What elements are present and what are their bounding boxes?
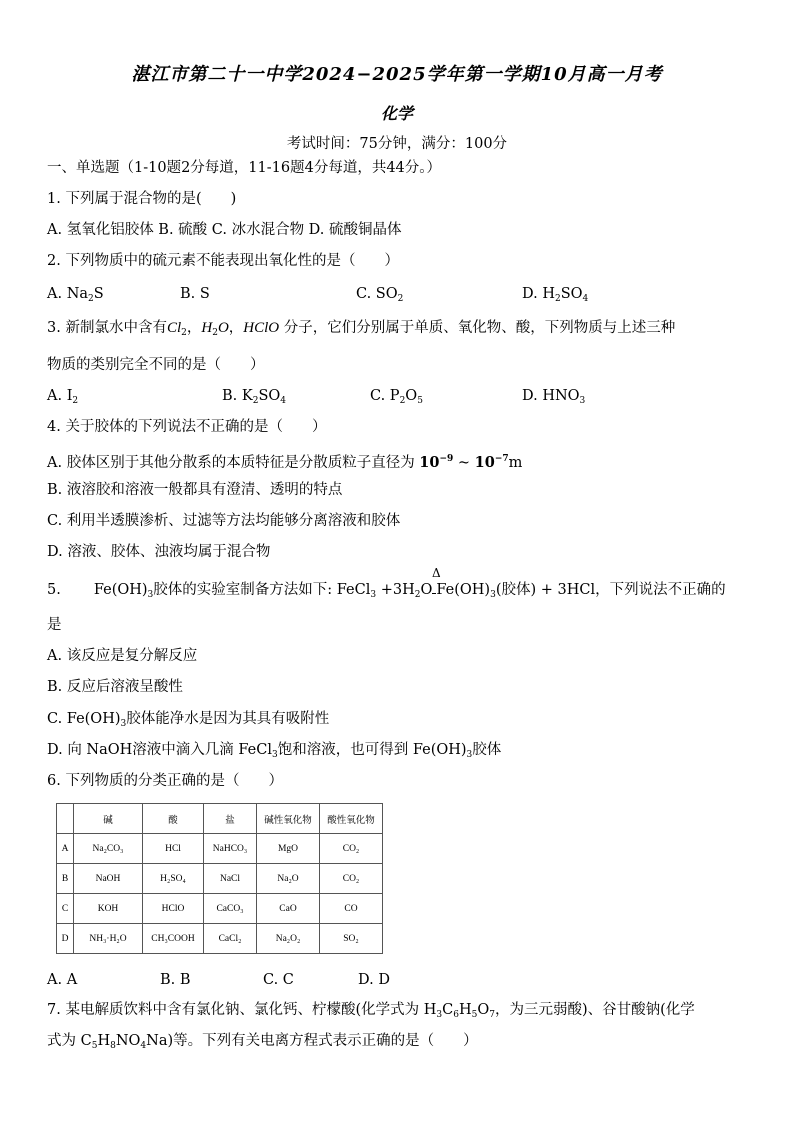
- q7-stem-line2: 式为 $C_5H_8NO_4Na$)等。下列有关电离方程式表示正确的是（ ）: [47, 1033, 478, 1051]
- q3-option-d: D. $HNO_3$: [522, 388, 586, 406]
- table-row: [57, 834, 383, 864]
- q6-option-d: D. D: [358, 972, 390, 988]
- table-cell: MgO: [257, 834, 320, 864]
- exam-info: 考试时间：75分钟，满分：100分: [286, 136, 508, 152]
- table-cell: NH₃·H₂O: [74, 924, 143, 954]
- subject-title: 化学: [380, 104, 413, 123]
- table-cell: CaCl₂: [204, 924, 257, 954]
- q4-option-b: B. 液溶胶和溶液一般都具有澄清、透明的特点: [47, 482, 343, 498]
- q5-stem-line2: 是: [47, 617, 62, 633]
- table-cell: NaOH: [74, 864, 143, 894]
- q5-option-c: C. $Fe(OH)_3$胶体能净水是因为其具有吸附性: [47, 711, 330, 729]
- classification-table: [56, 803, 383, 954]
- table-cell: D: [57, 924, 74, 954]
- q2-option-c: C. $SO_2$: [356, 286, 404, 304]
- table-cell: Na₂O: [257, 864, 320, 894]
- q3-stem-line2: 物质的类别完全不同的是（ ）: [47, 357, 265, 373]
- q1-stem: 1. 下列属于混合物的是( ): [47, 191, 237, 207]
- q2-option-d: D. $H_2SO_4$: [522, 286, 589, 304]
- table-row: [57, 924, 383, 954]
- table-cell: Na₂O₂: [257, 924, 320, 954]
- q4-option-c: C. 利用半透膜渗析、过滤等方法均能够分离溶液和胶体: [47, 513, 401, 529]
- q3-option-c: C. $P_2O_5$: [370, 388, 423, 406]
- table-cell: Na₂CO₃: [74, 834, 143, 864]
- q2-option-a: A. $Na_2S$: [47, 286, 104, 304]
- q4-option-d: D. 溶液、胶体、浊液均属于混合物: [47, 544, 271, 560]
- q1-options: A. 氢氧化铝胶体 B. 硫酸 C. 冰水混合物 D. 硫酸铜晶体: [47, 222, 402, 238]
- q6-option-c: C. C: [263, 972, 294, 988]
- q6-option-a: A. A: [47, 972, 78, 988]
- q6-stem: 6. 下列物质的分类正确的是（ ）: [47, 773, 283, 789]
- section-heading: 一、单选题（1-10题2分每道，11-16题4分每道，共44分。）: [47, 160, 442, 176]
- q5-stem: 5. $Fe(OH)_3$胶体的实验室制备方法如下: FeCl$_3$ $+3H_2O$ $Fe(OH)_3$(胶体) + 3HCl，下列说法不正确的: [47, 582, 726, 600]
- q5-option-b: B. 反应后溶液呈酸性: [47, 679, 183, 695]
- table-cell: CaO: [257, 894, 320, 924]
- table-cell: NaCl: [204, 864, 257, 894]
- q4-option-a: A. 胶体区别于其他分散系的本质特征是分散质粒子直径为 $10^{-9}$ ~ $10^{-7}m$: [47, 454, 523, 471]
- table-cell: H₂SO₄: [143, 864, 204, 894]
- table-cell: C: [57, 894, 74, 924]
- table-row: [57, 864, 383, 894]
- q5-option-a: A. 该反应是复分解反应: [47, 648, 198, 664]
- table-header-cell: 碱性氧化物: [257, 804, 320, 834]
- table-header-cell: 碱: [74, 804, 143, 834]
- table-header-cell: 酸: [143, 804, 204, 834]
- q3-option-b: B. $K_2SO_4$: [222, 388, 287, 406]
- q6-option-b: B. B: [160, 972, 191, 988]
- table-cell: CH₃COOH: [143, 924, 204, 954]
- q3-option-a: A. $I_2$: [47, 388, 79, 406]
- q2-option-b: B. S: [180, 286, 210, 302]
- table-header-cell: [57, 804, 74, 834]
- table-cell: CaCO₃: [204, 894, 257, 924]
- table-cell: HClO: [143, 894, 204, 924]
- q5-option-d: D. 向 NaOH溶液中滴入几滴 FeCl$_3$饱和溶液，也可得到 $Fe(OH)_3$胶体: [47, 742, 502, 760]
- table-cell: HCl: [143, 834, 204, 864]
- table-header-cell: 盐: [204, 804, 257, 834]
- heat-delta-symbol: Δ: [432, 566, 441, 580]
- table-cell: KOH: [74, 894, 143, 924]
- table-header-cell: 酸性氧化物: [320, 804, 383, 834]
- table-cell: NaHCO₃: [204, 834, 257, 864]
- table-cell: SO₂: [320, 924, 383, 954]
- table-row: [57, 894, 383, 924]
- table-cell: A: [57, 834, 74, 864]
- table-header-row: [57, 804, 383, 834]
- table-cell: B: [57, 864, 74, 894]
- q2-stem: 2. 下列物质中的硫元素不能表现出氧化性的是（ ）: [47, 253, 399, 269]
- table-cell: CO₂: [320, 864, 383, 894]
- q3-stem: 3. 新制氯水中含有$Cl_2$，$H_2O$，HClO 分子，它们分别属于单质、氧化物、酸，下列物质与上述三种: [47, 320, 676, 338]
- q7-stem: 7. 某电解质饮料中含有氯化钠、氯化钙、柠檬酸(化学式为 $H_3C_6H_5O_7$，为三元弱酸)、谷甘酸钠(化学: [47, 1002, 695, 1020]
- q4-stem: 4. 关于胶体的下列说法不正确的是（ ）: [47, 419, 327, 435]
- exam-title: 湛江市第二十一中学2024−2025学年第一学期10月高一月考: [131, 64, 663, 85]
- table-cell: CO₂: [320, 834, 383, 864]
- table-cell: CO: [320, 894, 383, 924]
